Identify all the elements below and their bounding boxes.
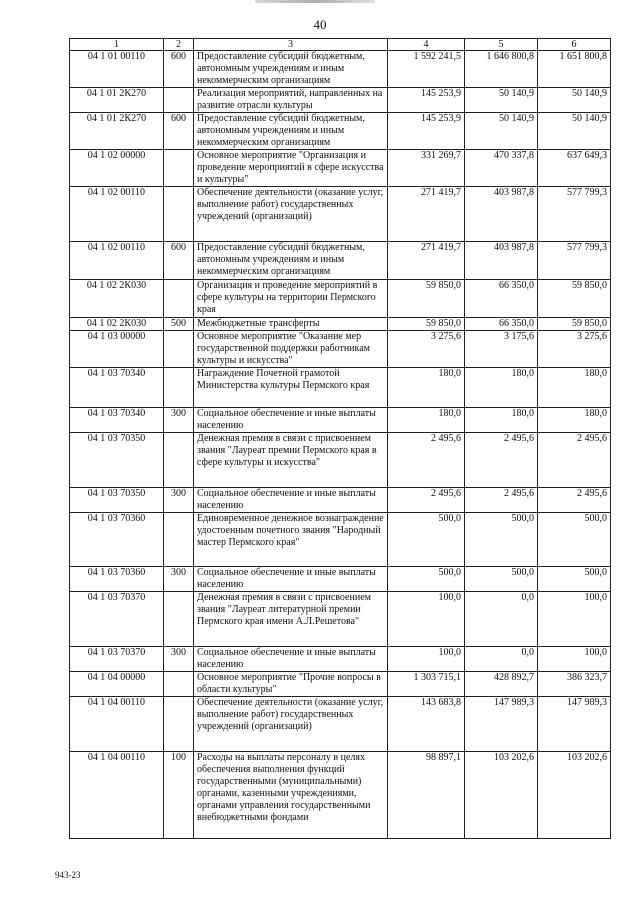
amount-year-2: 500,0 (465, 567, 538, 592)
amount-year-3: 50 140,9 (538, 88, 611, 113)
table-row (70, 672, 611, 697)
table-row (70, 187, 611, 242)
table-row (70, 567, 611, 592)
table-row (70, 408, 611, 433)
amount-year-1: 500,0 (388, 513, 465, 567)
amount-year-1: 100,0 (388, 592, 465, 647)
amount-year-3: 147 989,3 (538, 697, 611, 752)
expense-type-code: 500 (164, 318, 194, 331)
expense-type-code: 300 (164, 408, 194, 433)
amount-year-2: 180,0 (465, 368, 538, 408)
expense-name: Обеспечение деятельности (оказание услуг, выполнение работ) государственных учреждений (организаций) (194, 187, 388, 242)
expense-type-code (164, 150, 194, 187)
amount-year-2: 403 987,8 (465, 187, 538, 242)
column-header: 5 (465, 39, 538, 51)
table-row (70, 488, 611, 513)
amount-year-1: 500,0 (388, 567, 465, 592)
expense-type-code (164, 331, 194, 368)
amount-year-3: 100,0 (538, 647, 611, 672)
budget-classification-code: 04 1 01 2К270 (70, 113, 164, 150)
table-row (70, 150, 611, 187)
expense-type-code: 300 (164, 488, 194, 513)
amount-year-3: 577 799,3 (538, 187, 611, 242)
budget-classification-code: 04 1 01 00110 (70, 51, 164, 88)
amount-year-3: 50 140,9 (538, 113, 611, 150)
budget-classification-code: 04 1 03 70340 (70, 408, 164, 433)
budget-classification-code: 04 1 03 70350 (70, 488, 164, 513)
amount-year-2: 0,0 (465, 647, 538, 672)
table-row (70, 280, 611, 318)
amount-year-1: 2 495,6 (388, 433, 465, 488)
amount-year-3: 386 323,7 (538, 672, 611, 697)
amount-year-2: 1 646 800,8 (465, 51, 538, 88)
amount-year-1: 100,0 (388, 647, 465, 672)
expense-name: Предоставление субсидий бюджетным, автономным учреждениям и иным некоммерческим организациям (194, 51, 388, 88)
table-row (70, 242, 611, 280)
amount-year-1: 3 275,6 (388, 331, 465, 368)
budget-classification-code: 04 1 03 70370 (70, 647, 164, 672)
amount-year-1: 1 303 715,1 (388, 672, 465, 697)
amount-year-3: 500,0 (538, 567, 611, 592)
expense-name: Социальное обеспечение и иные выплаты населению (194, 488, 388, 513)
expense-name: Основное мероприятие "Организация и проведение мероприятий в сфере искусства и культуры" (194, 150, 388, 187)
amount-year-2: 50 140,9 (465, 88, 538, 113)
column-header: 4 (388, 39, 465, 51)
expense-type-code (164, 672, 194, 697)
table-row (70, 697, 611, 752)
column-header: 2 (164, 39, 194, 51)
amount-year-1: 59 850,0 (388, 280, 465, 318)
amount-year-3: 2 495,6 (538, 433, 611, 488)
budget-classification-code: 04 1 02 2К030 (70, 318, 164, 331)
expense-type-code (164, 280, 194, 318)
amount-year-2: 50 140,9 (465, 113, 538, 150)
amount-year-1: 271 419,7 (388, 187, 465, 242)
budget-classification-code: 04 1 03 70360 (70, 567, 164, 592)
expense-name: Награждение Почетной грамотой Министерства культуры Пермского края (194, 368, 388, 408)
amount-year-1: 180,0 (388, 368, 465, 408)
amount-year-3: 500,0 (538, 513, 611, 567)
expense-name: Единовременное денежное вознаграждение удостоенным почетного звания "Народный мастер Пермского края" (194, 513, 388, 567)
expense-type-code: 600 (164, 113, 194, 150)
expense-type-code: 600 (164, 242, 194, 280)
table-row (70, 318, 611, 331)
expense-name: Социальное обеспечение и иные выплаты населению (194, 408, 388, 433)
expense-name: Организация и проведение мероприятий в сфере культуры на территории Пермского края (194, 280, 388, 318)
amount-year-3: 3 275,6 (538, 331, 611, 368)
amount-year-3: 2 495,6 (538, 488, 611, 513)
column-header: 3 (194, 39, 388, 51)
budget-classification-code: 04 1 04 00000 (70, 672, 164, 697)
table-row (70, 368, 611, 408)
budget-classification-code: 04 1 02 00110 (70, 187, 164, 242)
amount-year-2: 500,0 (465, 513, 538, 567)
amount-year-3: 59 850,0 (538, 318, 611, 331)
expense-name: Денежная премия в связи с присвоением звания "Лауреат литературной премии Пермского края имени А.Л.Решетова" (194, 592, 388, 647)
expense-name: Основное мероприятие "Прочие вопросы в области культуры" (194, 672, 388, 697)
budget-classification-code: 04 1 03 70360 (70, 513, 164, 567)
expense-name: Предоставление субсидий бюджетным, автономным учреждениям и иным некоммерческим организациям (194, 242, 388, 280)
amount-year-2: 66 350,0 (465, 280, 538, 318)
budget-classification-code: 04 1 04 00110 (70, 752, 164, 839)
amount-year-3: 59 850,0 (538, 280, 611, 318)
amount-year-3: 180,0 (538, 408, 611, 433)
expense-type-code (164, 697, 194, 752)
scan-artifact (255, 0, 375, 3)
table-row (70, 513, 611, 567)
budget-classification-code: 04 1 03 00000 (70, 331, 164, 368)
column-header: 1 (70, 39, 164, 51)
amount-year-2: 147 989,3 (465, 697, 538, 752)
table-row (70, 88, 611, 113)
budget-table (69, 38, 611, 839)
amount-year-1: 59 850,0 (388, 318, 465, 331)
amount-year-2: 403 987,8 (465, 242, 538, 280)
expense-name: Расходы на выплаты персоналу в целях обеспечения выполнения функций государственными (муниципальными) органами, казенными учреждениями, органами управления государственными внебюджетными фондами (194, 752, 388, 839)
expense-name: Социальное обеспечение и иные выплаты населению (194, 647, 388, 672)
expense-name: Социальное обеспечение и иные выплаты населению (194, 567, 388, 592)
amount-year-3: 637 649,3 (538, 150, 611, 187)
amount-year-1: 98 897,1 (388, 752, 465, 839)
expense-type-code (164, 592, 194, 647)
expense-type-code: 300 (164, 647, 194, 672)
amount-year-2: 428 892,7 (465, 672, 538, 697)
expense-name: Предоставление субсидий бюджетным, автономным учреждениям и иным некоммерческим организациям (194, 113, 388, 150)
expense-type-code (164, 368, 194, 408)
document-code: 943-23 (55, 870, 81, 880)
budget-classification-code: 04 1 04 00110 (70, 697, 164, 752)
expense-type-code (164, 513, 194, 567)
amount-year-2: 3 175,6 (465, 331, 538, 368)
amount-year-1: 331 269,7 (388, 150, 465, 187)
amount-year-2: 0,0 (465, 592, 538, 647)
amount-year-1: 143 683,8 (388, 697, 465, 752)
amount-year-2: 180,0 (465, 408, 538, 433)
expense-name: Межбюджетные трансферты (194, 318, 388, 331)
column-number-row (70, 39, 611, 51)
amount-year-1: 145 253,9 (388, 88, 465, 113)
expense-type-code (164, 88, 194, 113)
expense-type-code: 300 (164, 567, 194, 592)
amount-year-3: 103 202,6 (538, 752, 611, 839)
table-row (70, 647, 611, 672)
amount-year-3: 180,0 (538, 368, 611, 408)
amount-year-2: 2 495,6 (465, 488, 538, 513)
expense-type-code: 600 (164, 51, 194, 88)
expense-type-code (164, 187, 194, 242)
expense-type-code (164, 433, 194, 488)
table-row (70, 752, 611, 839)
amount-year-1: 271 419,7 (388, 242, 465, 280)
budget-classification-code: 04 1 03 70350 (70, 433, 164, 488)
budget-classification-code: 04 1 01 2К270 (70, 88, 164, 113)
expense-name: Обеспечение деятельности (оказание услуг, выполнение работ) государственных учреждений (организаций) (194, 697, 388, 752)
table-row (70, 51, 611, 88)
budget-classification-code: 04 1 03 70340 (70, 368, 164, 408)
amount-year-2: 470 337,8 (465, 150, 538, 187)
page-number: 40 (313, 17, 327, 32)
table-row (70, 113, 611, 150)
budget-classification-code: 04 1 02 00110 (70, 242, 164, 280)
amount-year-2: 103 202,6 (465, 752, 538, 839)
amount-year-1: 2 495,6 (388, 488, 465, 513)
expense-name: Денежная премия в связи с присвоением звания "Лауреат премии Пермского края в сфере культуры и искусства" (194, 433, 388, 488)
expense-type-code: 100 (164, 752, 194, 839)
amount-year-2: 2 495,6 (465, 433, 538, 488)
budget-classification-code: 04 1 02 00000 (70, 150, 164, 187)
column-header: 6 (538, 39, 611, 51)
expense-name: Реализация мероприятий, направленных на развитие отрасли культуры (194, 88, 388, 113)
amount-year-1: 1 592 241,5 (388, 51, 465, 88)
amount-year-1: 145 253,9 (388, 113, 465, 150)
amount-year-3: 577 799,3 (538, 242, 611, 280)
table-row (70, 592, 611, 647)
expense-name: Основное мероприятие "Оказание мер государственной поддержки работникам культуры и искусства" (194, 331, 388, 368)
budget-classification-code: 04 1 03 70370 (70, 592, 164, 647)
table-row (70, 433, 611, 488)
budget-classification-code: 04 1 02 2К030 (70, 280, 164, 318)
amount-year-3: 100,0 (538, 592, 611, 647)
amount-year-2: 66 350,0 (465, 318, 538, 331)
table-row (70, 331, 611, 368)
amount-year-3: 1 651 800,8 (538, 51, 611, 88)
amount-year-1: 180,0 (388, 408, 465, 433)
